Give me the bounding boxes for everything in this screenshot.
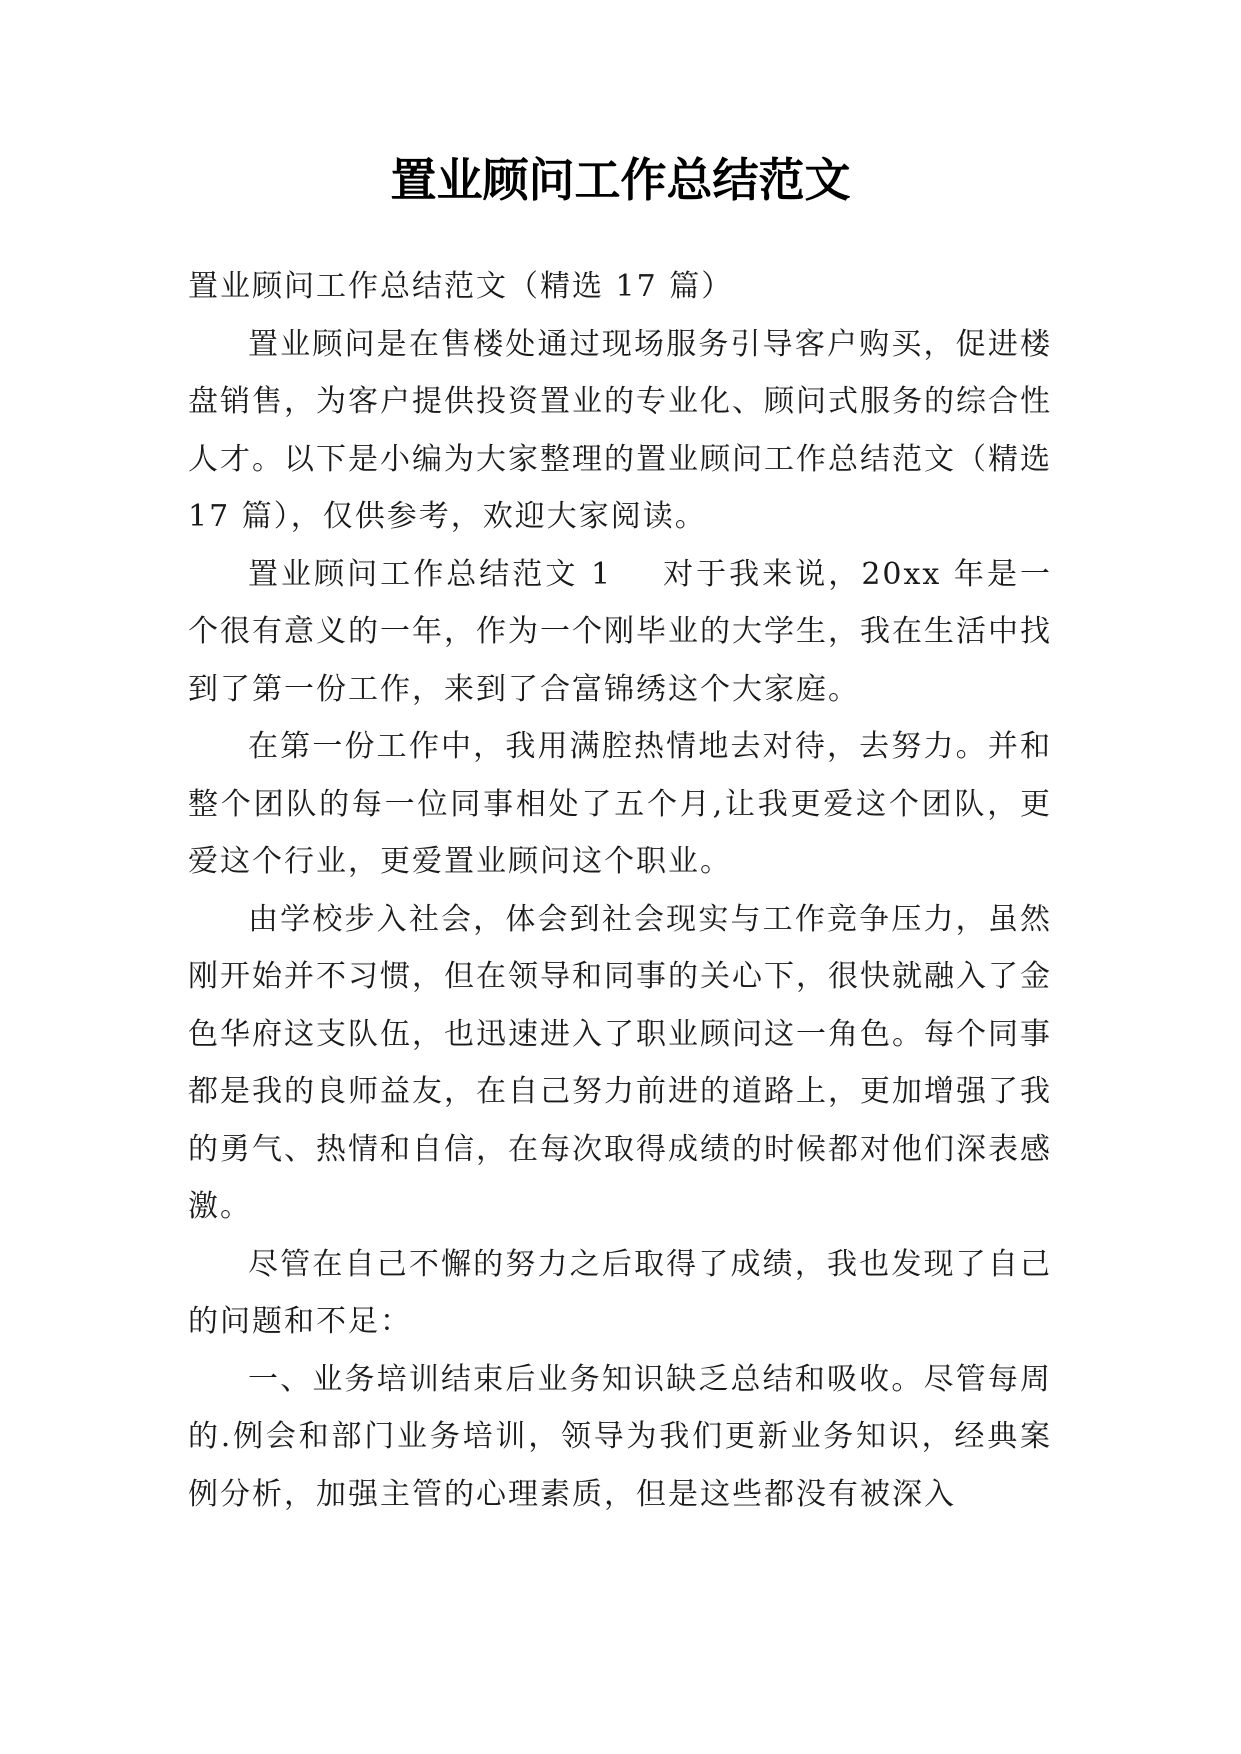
paragraph-2: 在第一份工作中，我用满腔热情地去对待，去努力。并和整个团队的每一位同事相处了五个月,让我更爱这个团队，更爱这个行业，更爱置业顾问这个职业。 [188, 729, 1052, 879]
paragraph-5: 一、业务培训结束后业务知识缺乏总结和吸收。尽管每周的.例会和部门业务培训，领导为我们更新业务知识，经典案例分析，加强主管的心理素质，但是这些都没有被深入 [188, 1361, 1052, 1512]
section-1-lead: 对于我来说，20xx 年是一个很有意义的一年，作为一个刚毕业的大学生，我在生活中找到了第一份工作，来到了合富锦绣这个大家庭。 [188, 556, 1052, 707]
intro-paragraph: 置业顾问是在售楼处通过现场服务引导客户购买，促进楼盘销售，为客户提供投资置业的专业化、顾问式服务的综合性人才。以下是小编为大家整理的置业顾问工作总结范文（精选 17 篇），仅供参考，欢迎大家阅读。 [188, 326, 1052, 534]
document-title: 置业顾问工作总结范文 [390, 153, 851, 207]
section-1-paragraph [188, 546, 1052, 719]
document-body [188, 258, 1052, 1523]
paragraph-4: 尽管在自己不懈的努力之后取得了成绩，我也发现了自己的问题和不足： [188, 1246, 1052, 1339]
paragraph-3: 由学校步入社会，体会到社会现实与工作竞争压力，虽然刚开始并不习惯，但在领导和同事的关心下，很快就融入了金色华府这支队伍，也迅速进入了职业顾问这一角色。每个同事都是我的良师益友，在自己努力前进的道路上，更加增强了我的勇气、热情和自信，在每次取得成绩的时候都对他们深表感激。 [188, 901, 1052, 1224]
document-subtitle: 置业顾问工作总结范文（精选 17 篇） [188, 269, 734, 304]
section-1-heading: 置业顾问工作总结范文 1 [248, 556, 613, 592]
